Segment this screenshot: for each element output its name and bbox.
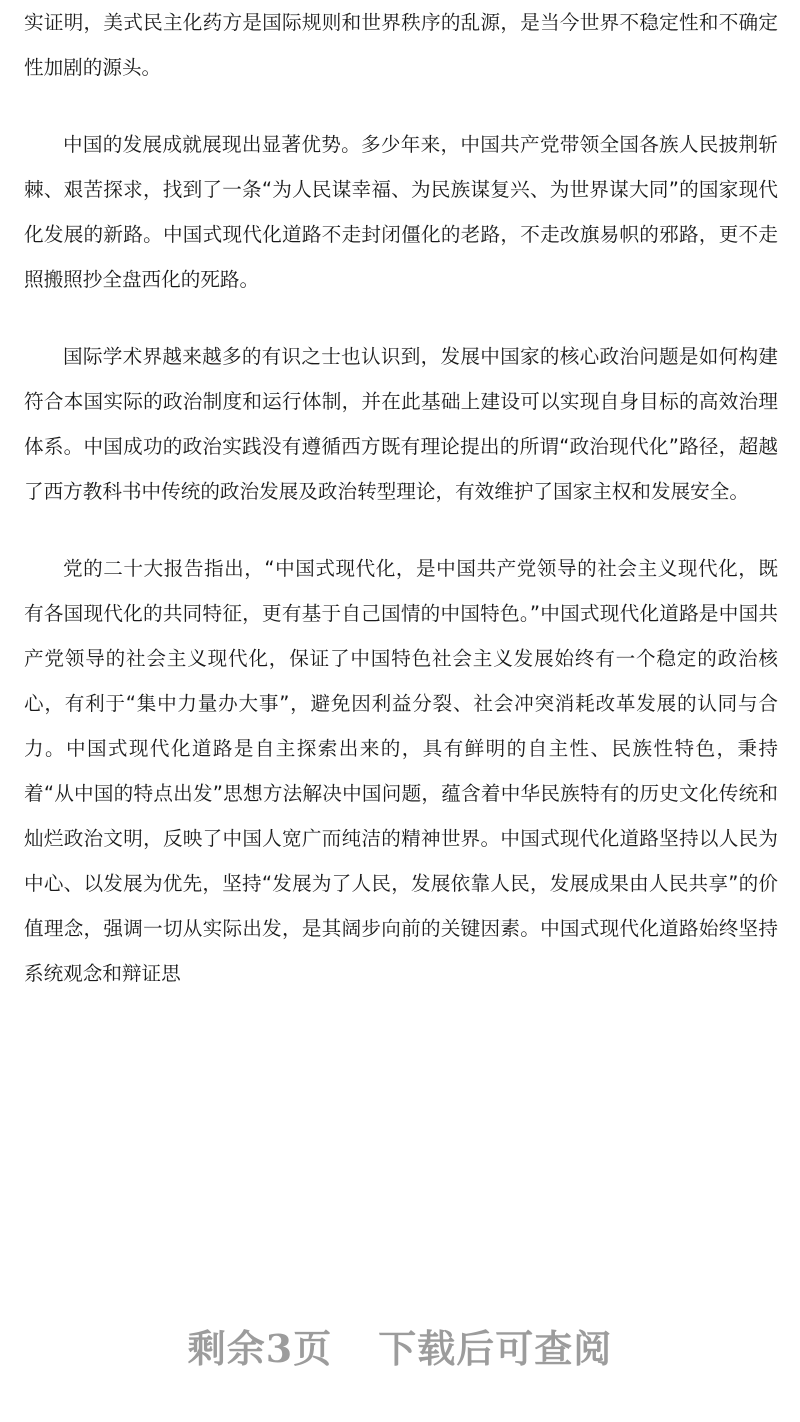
download-prompt-banner[interactable] xyxy=(0,1318,800,1373)
paragraph-twentieth-congress: 党的二十大报告指出，“中国式现代化，是中国共产党领导的社会主义现代化，既有各国现代化的共同特征，更有基于自己国情的中国特色。”中国式现代化道路是中国共产党领导的社会主义现代化，保证了中国特色社会主义发展始终有一个稳定的政治核心，有利于“集中力量办大事”，避免因利益分裂、社会冲突消耗改革发展的认同与合力。中国式现代化道路是自主探索出来的，具有鲜明的自主性、民族性特色，秉持着“从中国的特点出发”思想方法解决中国问题，蕴含着中华民族特有的历史文化传统和灿烂政治文明，反映了中国人宽广而纯洁的精神世界。中国式现代化道路坚持以人民为中心、以发展为优先，坚持“发展为了人民，发展依靠人民，发展成果由人民共享”的价值理念，强调一切从实际出发，是其阔步向前的关键因素。中国式现代化道路始终坚持系统观念和辩证思 xyxy=(24,557,778,985)
paragraph-continuation: 实证明，美式民主化药方是国际规则和世界秩序的乱源，是当今世界不稳定性和不确定性加剧的源头。 xyxy=(24,11,778,79)
download-to-view-label: 下载后可查阅 xyxy=(378,1326,613,1371)
paragraph-gap xyxy=(24,90,778,122)
paragraph-international-academia: 国际学术界越来越多的有识之士也认识到，发展中国家的核心政治问题是如何构建符合本国实际的政治制度和运行体制，并在此基础上建设可以实现自身目标的高效治理体系。中国成功的政治实践没有遵循西方既有理论提出的所谓“政治现代化”路径，超越了西方教科书中传统的政治发展及政治转型理论，有效维护了国家主权和发展安全。 xyxy=(24,345,778,503)
paragraph-gap xyxy=(24,302,778,334)
remaining-pages-label: 剩余3页 xyxy=(187,1326,333,1371)
paragraph-development-achievements: 中国的发展成就展现出显著优势。多少年来，中国共产党带领全国各族人民披荆斩棘、艰苦探求，找到了一条“为人民谋幸福、为民族谋复兴、为世界谋大同”的国家现代化发展的新路。中国式现代化道路不走封闭僵化的老路，不走改旗易帜的邪路，更不走照搬照抄全盘西化的死路。 xyxy=(24,133,778,291)
paragraph-gap xyxy=(24,514,778,546)
document-body xyxy=(24,0,778,996)
